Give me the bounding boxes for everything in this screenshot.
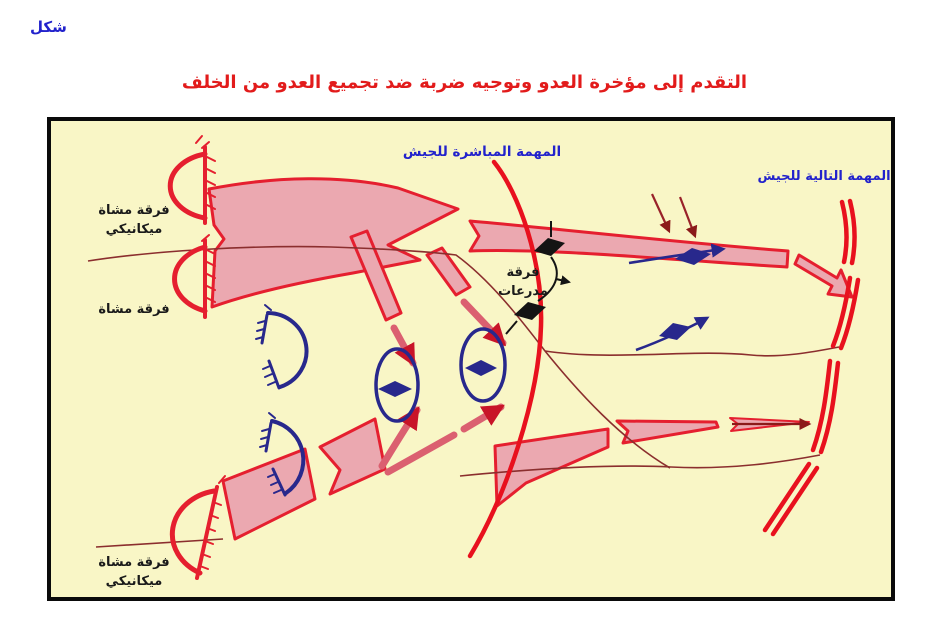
label-immediate-mission: المهمة المباشرة للجيش bbox=[402, 144, 562, 160]
infantry-symbol bbox=[175, 235, 215, 317]
label-armored-division: فرقة مدرعات bbox=[498, 265, 548, 299]
tactical-map-drawing bbox=[51, 121, 891, 597]
lower-advance-seg1 bbox=[223, 449, 315, 539]
lower-advance-taper bbox=[617, 421, 718, 443]
label-mech-infantry-top: فرقة مشاة ميكانيكي bbox=[98, 203, 170, 237]
advance-band-segment bbox=[470, 221, 788, 267]
branch-arrow-2 bbox=[427, 248, 470, 295]
enemy-armor-diamond-2 bbox=[465, 360, 497, 376]
label-infantry: فرقة مشاة bbox=[98, 302, 170, 317]
label-mech-infantry-bottom: فرقة مشاة ميكانيكي bbox=[98, 555, 170, 589]
strike-pointer-1 bbox=[652, 194, 669, 231]
mech-infantry-symbol-bottom bbox=[172, 476, 225, 578]
enemy-position-arc-1 bbox=[256, 305, 307, 388]
split-arrow-2b bbox=[464, 407, 501, 429]
figure-caption: شكل bbox=[30, 18, 67, 36]
enemy-armor-diamond-4 bbox=[659, 323, 691, 340]
label-subsequent-mission: المهمة التالية للجيش bbox=[757, 169, 891, 184]
enemy-armor-moving bbox=[629, 194, 723, 350]
boundary-line-right-upper bbox=[545, 347, 839, 356]
lower-advance-seg2 bbox=[320, 419, 385, 494]
figure-title: التقدم إلى مؤخرة العدو وتوجيه ضربة ضد تجميع العدو من الخلف bbox=[181, 72, 748, 93]
tactical-map bbox=[47, 117, 895, 601]
encircled-enemy-groups bbox=[376, 329, 505, 421]
strike-pointer-2 bbox=[680, 197, 695, 236]
main-advance-body bbox=[209, 179, 458, 307]
armored-diamond-tail bbox=[506, 321, 517, 334]
enemy-armor-diamond-1 bbox=[378, 381, 412, 397]
mech-infantry-symbol-top bbox=[170, 136, 215, 223]
